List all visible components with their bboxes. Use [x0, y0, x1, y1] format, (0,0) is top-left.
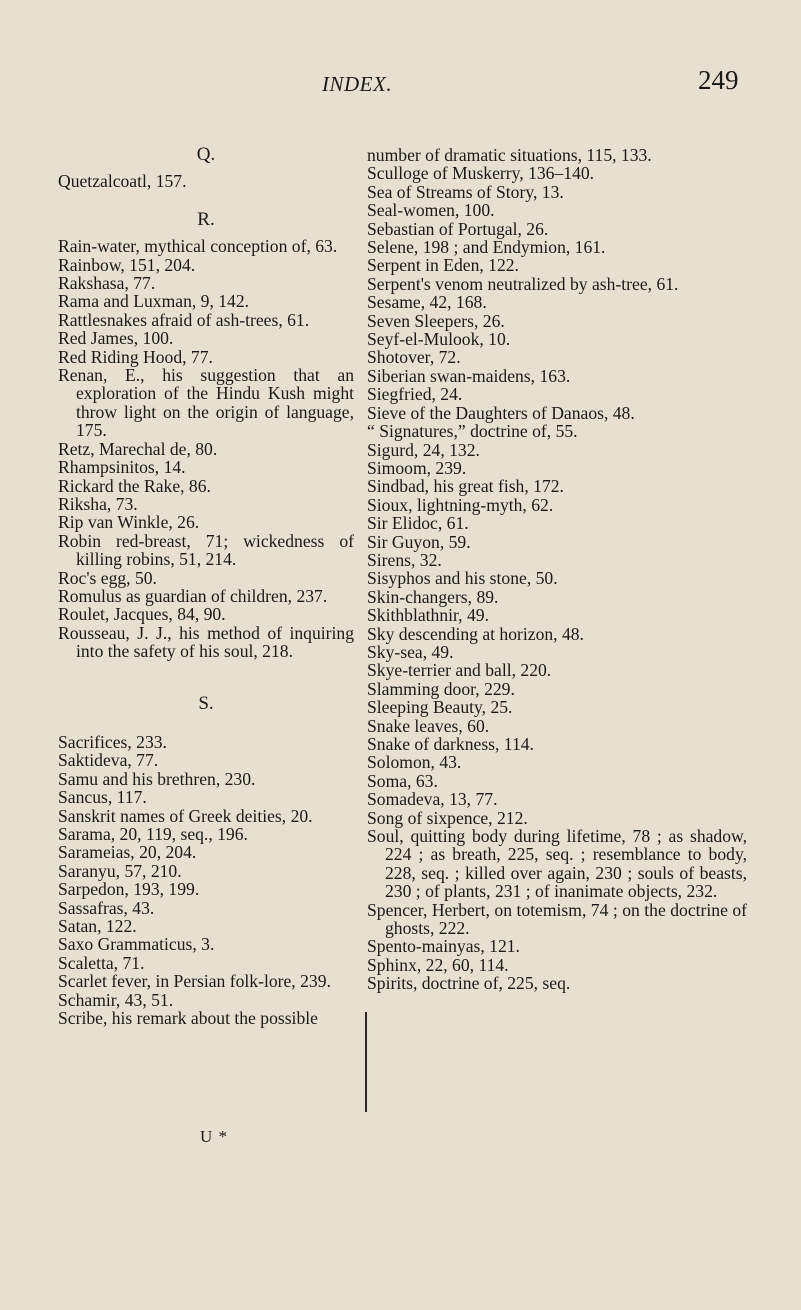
- index-entry: Robin red-breast, 71; wickedness of killing robins, 51, 214.: [58, 530, 354, 570]
- index-entry: Scribe, his remark about the possible: [58, 1008, 318, 1029]
- index-entry: Sesame, 42, 168.: [367, 292, 487, 313]
- index-entry: Romulus as guardian of children, 237.: [58, 585, 328, 606]
- index-entry: Seven Sleepers, 26.: [367, 310, 505, 331]
- index-entry: Somadeva, 13, 77.: [367, 789, 498, 810]
- index-entry: Riksha, 73.: [58, 493, 138, 514]
- index-entry: Shotover, 72.: [367, 347, 461, 368]
- index-entry: Sieve of the Daughters of Danaos, 48.: [367, 402, 635, 423]
- index-entry: Scaletta, 71.: [58, 952, 145, 973]
- index-entry: Skin-changers, 89.: [367, 586, 499, 607]
- index-entry: Red Riding Hood, 77.: [58, 346, 213, 367]
- index-entry: Slamming door, 229.: [367, 678, 515, 699]
- index-entry: Skye-terrier and ball, 220.: [367, 660, 552, 681]
- index-entry: Siegfried, 24.: [367, 384, 463, 405]
- index-entry: Schamir, 43, 51.: [58, 989, 174, 1010]
- page-number: 249: [698, 65, 739, 95]
- index-entry: “ Signatures,” doctrine of, 55.: [367, 421, 578, 442]
- index-entry: Spirits, doctrine of, 225, seq.: [367, 973, 571, 994]
- index-entry: Simoom, 239.: [367, 457, 467, 478]
- index-entry: Skithblathnir, 49.: [367, 605, 489, 626]
- index-entry: Rainbow, 151, 204.: [58, 254, 196, 275]
- index-entry: Rama and Luxman, 9, 142.: [58, 291, 250, 312]
- index-entry: Snake leaves, 60.: [367, 715, 490, 736]
- index-entry: Sea of Streams of Story, 13.: [367, 181, 564, 202]
- index-entry: Sioux, lightning-myth, 62.: [367, 494, 554, 515]
- index-entry: Samu and his brethren, 230.: [58, 768, 256, 789]
- index-entry: Spencer, Herbert, on totemism, 74 ; on the doctrine of ghosts, 222.: [367, 899, 747, 939]
- index-entry: Rhampsinitos, 14.: [58, 457, 186, 478]
- section-letter-s: S.: [198, 692, 214, 714]
- index-entry: Snake of darkness, 114.: [367, 734, 534, 754]
- index-entry: Sancus, 117.: [58, 787, 147, 808]
- index-entry: Rickard the Rake, 86.: [58, 475, 211, 496]
- signature-mark: U *: [200, 1127, 229, 1146]
- index-entry: Sculloge of Muskerry, 136–140.: [367, 163, 595, 184]
- index-entry: Sarameias, 20, 204.: [58, 842, 197, 863]
- index-entry: Selene, 198 ; and Endymion, 161.: [367, 237, 606, 258]
- column-rule: [365, 1012, 367, 1112]
- index-entry: Spento-mainyas, 121.: [367, 936, 520, 957]
- index-entry: Seal-women, 100.: [367, 200, 495, 221]
- index-entry: Sphinx, 22, 60, 114.: [367, 954, 509, 975]
- index-entry: Quetzalcoatl, 157.: [58, 171, 187, 192]
- index-entry: Sassafras, 43.: [58, 897, 155, 918]
- index-entry: Soul, quitting body during lifetime, 78 ; as shadow, 224 ; as breath, 225, seq. ; resemblance to body, 228, seq. ; killed over again, 230 ; souls of beasts, 230 ; of plants, 231 ; of inanimate objects, 232.: [367, 826, 747, 902]
- index-entry: Renan, E., his suggestion that an exploration of the Hindu Kush might throw light on the origin of language, 175.: [58, 365, 354, 441]
- index-entry: Scarlet fever, in Persian folk-lore, 239.: [58, 971, 331, 992]
- index-entry: Sirens, 32.: [367, 549, 442, 570]
- index-entry: Red James, 100.: [58, 328, 174, 349]
- index-entry: Roc's egg, 50.: [58, 567, 157, 588]
- index-entry: Saktideva, 77.: [58, 750, 159, 771]
- index-entry: Saranyu, 57, 210.: [58, 860, 182, 881]
- index-entry: Soma, 63.: [367, 770, 438, 791]
- index-entry: Sleeping Beauty, 25.: [367, 697, 513, 718]
- index-entry: Sebastian of Portugal, 26.: [367, 218, 549, 239]
- left-column: [58, 146, 354, 1027]
- index-entry: Satan, 122.: [58, 916, 137, 937]
- index-entry: Sky descending at horizon, 48.: [367, 623, 584, 644]
- index-entry: Sir Elidoc, 61.: [367, 513, 469, 534]
- index-entry: Sir Guyon, 59.: [367, 531, 471, 552]
- index-entry: Rousseau, J. J., his method of inquiring into the safety of his soul, 218.: [58, 622, 354, 662]
- index-entry: Sisyphos and his stone, 50.: [367, 568, 558, 589]
- index-entry: Roulet, Jacques, 84, 90.: [58, 604, 226, 625]
- index-entry: Rakshasa, 77.: [58, 273, 156, 294]
- index-entry: Rain-water, mythical conception of, 63.: [58, 236, 338, 257]
- index-entry: Sky-sea, 49.: [367, 641, 454, 662]
- index-entry: Song of sixpence, 212.: [367, 807, 528, 828]
- index-entry: Rip van Winkle, 26.: [58, 512, 200, 533]
- running-head: INDEX.: [322, 72, 393, 96]
- index-entry: Serpent in Eden, 122.: [367, 255, 519, 276]
- index-entry: Retz, Marechal de, 80.: [58, 438, 218, 459]
- section-letter-r: R.: [197, 208, 215, 230]
- section-letter-q: Q.: [196, 144, 216, 165]
- index-entry: Sarama, 20, 119, seq., 196.: [58, 824, 248, 844]
- index-entry: Saxo Grammaticus, 3.: [58, 934, 215, 955]
- index-entry: Seyf-el-Mulook, 10.: [367, 329, 511, 350]
- index-entry: Sigurd, 24, 132.: [367, 439, 480, 460]
- index-entry: Sanskrit names of Greek deities, 20.: [58, 805, 313, 826]
- index-entry: Siberian swan-maidens, 163.: [367, 365, 571, 386]
- index-entry: Serpent's venom neutralized by ash-tree, 61.: [367, 273, 679, 294]
- right-column: [367, 146, 747, 993]
- index-entry: Sindbad, his great fish, 172.: [367, 476, 564, 497]
- index-entry: Sacrifices, 233.: [58, 731, 167, 752]
- index-entry: Rattlesnakes afraid of ash-trees, 61.: [58, 309, 310, 330]
- index-entry: Sarpedon, 193, 199.: [58, 879, 200, 900]
- index-entry: number of dramatic situations, 115, 133.: [367, 145, 652, 165]
- index-entry: Solomon, 43.: [367, 752, 462, 773]
